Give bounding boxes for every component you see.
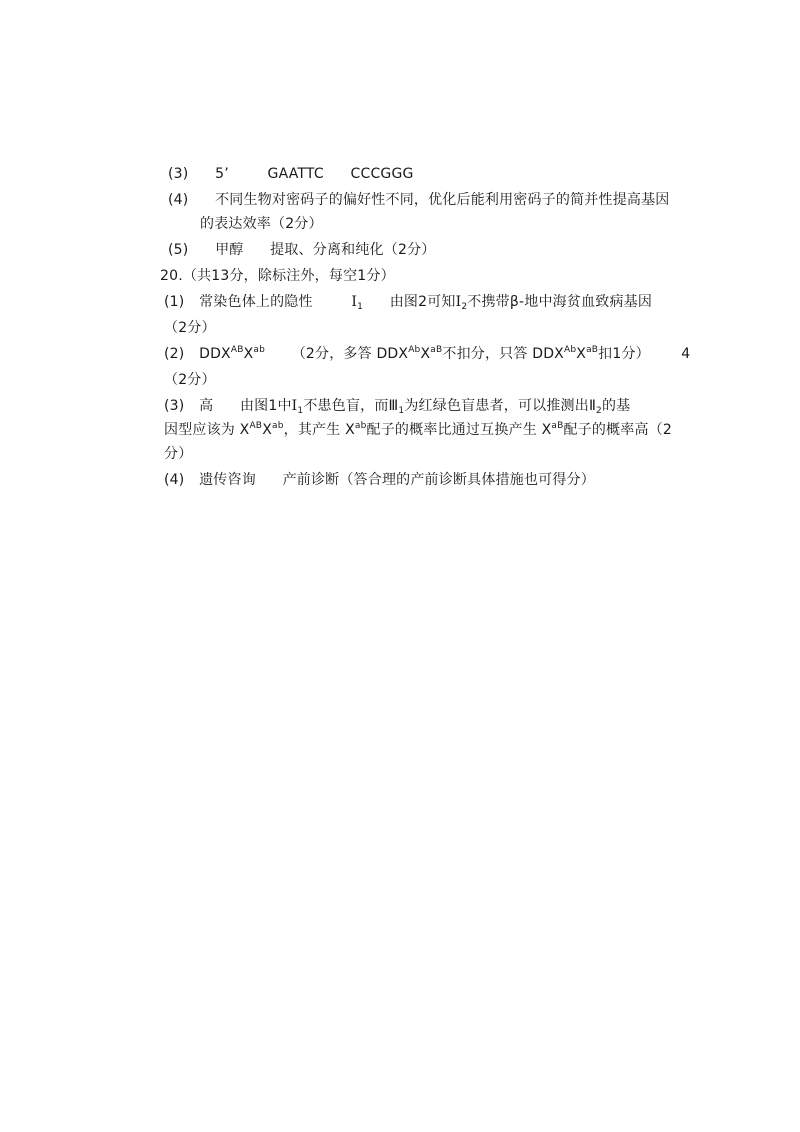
answer-text: 的表达效率（2分） — [200, 216, 323, 232]
q20-part1-line1: (1) 常染色体上的隐性 $I_1$ 由图2可知$I_2$不携带β-地中海贫血致病基因 — [164, 294, 653, 312]
part-number: (4) — [164, 472, 185, 488]
part-number: (2) — [164, 346, 185, 362]
part-number: (5) — [168, 242, 189, 258]
q20-header — [160, 266, 395, 286]
score-note: （2分） — [164, 320, 216, 336]
answer-reason: 由图2可知$I_2$不携带β-地中海贫血致病基因 — [389, 294, 653, 312]
score-note: （2分） — [164, 372, 216, 388]
part-number: (1) — [164, 294, 185, 310]
q20-part3-line2 — [164, 420, 672, 440]
q20-part3-line3 — [164, 444, 192, 464]
answer-reason-cont: 因型应该为 $X^{AB}X^{ab}$，其产生 $X^{ab}$配子的概率比通过互换产生 $X^{aB}$配子的概率高（2 — [164, 421, 672, 438]
answer-2: 产前诊断（答合理的产前诊断具体措施也可得分） — [282, 472, 595, 488]
q20-part4 — [164, 470, 595, 490]
answer-sequence-2: CCCGGG — [350, 166, 414, 182]
q20-part2-line1 — [164, 344, 690, 364]
q19-part5 — [168, 240, 435, 260]
answer-1: 常染色体上的隐性 — [199, 294, 313, 310]
part-number: (3) — [168, 166, 189, 182]
part-number: (3) — [164, 398, 185, 414]
answer-value: 4 — [681, 346, 691, 362]
q19-part4-line1 — [168, 190, 670, 210]
part-number: (4) — [168, 192, 189, 208]
q20-part3-line1 — [164, 396, 630, 416]
individual-label: I — [351, 294, 358, 310]
question-header: 20.（共13分，除标注外，每空1分） — [160, 268, 395, 284]
q19-part4-line2 — [200, 214, 323, 234]
q20-part2-line2 — [164, 370, 216, 390]
answer-sequence-1: GAATTC — [267, 166, 324, 182]
answer-1: 甲醇 — [215, 242, 244, 258]
answer-reason: 由图1中$I_1$不患色盲，而$Ⅲ_1$为红绿色盲患者，可以推测出$Ⅱ_2$的基 — [239, 398, 631, 416]
answer-1: 遗传咨询 — [199, 472, 256, 488]
answer-1: 高 — [199, 398, 214, 414]
score-note: 分） — [164, 446, 193, 462]
genotype-answer: $DDX^{AB}X^{ab}$ — [199, 345, 266, 362]
answer-text: 不同生物对密码子的偏好性不同，优化后能利用密码子的简并性提高基因 — [215, 192, 670, 208]
score-note: （2分，多答 $DDX^{Ab}X^{aB}$不扣分，只答 $DDX^{Ab}X^{aB}$扣1分） — [291, 345, 650, 362]
answer-2: 提取、分离和纯化（2分） — [270, 242, 436, 258]
answer-direction: 5’ — [215, 166, 229, 182]
q19-part3 — [168, 164, 414, 184]
q20-part1-line2 — [164, 318, 216, 338]
